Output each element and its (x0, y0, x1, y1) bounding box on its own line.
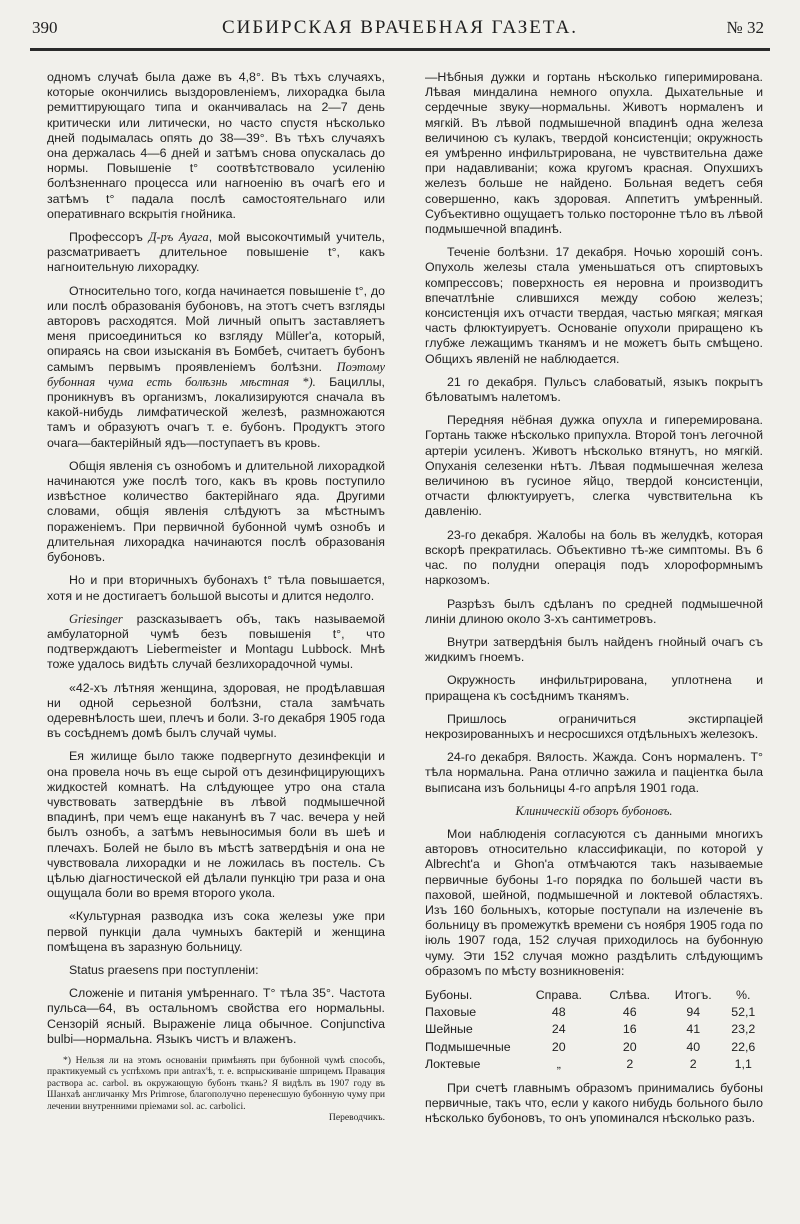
paragraph: 24-го декабря. Вялость. Жажда. Сонъ нормаленъ. T° тѣла нормальна. Рана отлично зажила и паціентка была выписана изъ больницы 4-го апрѣля 1901 года. (425, 750, 763, 795)
table-cell: 40 (686, 1039, 701, 1054)
paragraph: Разрѣзъ былъ сдѣланъ по средней подмышечной линіи длиною около 3-хъ сантиметровъ. (425, 596, 763, 626)
column-header: %. (736, 987, 751, 1002)
paragraph: Status praesens при поступленіи: (69, 962, 259, 977)
paragraph: 23-го декабря. Жалобы на боль въ желудкѣ, которая вскорѣ прекратилась. Объективно тѣ-же симптомы. Въ 6 час. по полудни операція подъ хлороформнымъ наркозомъ. (425, 527, 763, 588)
table-cell: Подмышечные (425, 1039, 511, 1054)
table-cell: 48 (551, 1005, 566, 1020)
column-header: Слѣва. (609, 987, 651, 1002)
text-run: разсказываетъ объ, такъ называемой амбулаторной чумѣ безъ повышенія t°, что подтверждаютъ Liebermeister и Montagu Lubbock. Мнѣ тоже удалось видѣть случай безлихорадочной чумы. (47, 611, 385, 672)
page-header (30, 14, 770, 51)
paragraph: Внутри затвердѣнія былъ найденъ гнойный очагъ съ жидкимъ гноемъ. (425, 634, 763, 665)
table-cell: 2 (689, 1056, 697, 1071)
table-row (425, 1004, 763, 1021)
paragraph: —Нѣбныя дужки и гортань нѣсколько гиперимирована. Лѣвая миндалина немного опухла. Дыхательные и сердечные звуку—нормальны. Животъ нормаленъ и мягкій. Въ лѣвой подмышечной впадинѣ одна железа величиною съ кулакъ, твердой консистенціи; окружность ея умѣренно инфильтрирована, не чувствительна даже при надавливаніи; кожа кругомъ красная. Опухшихъ железъ больше не найдено. Больная ведетъ себя совершенно, какъ здоровая. Аппетитъ умѣренный. Субъективно ощущаетъ только посторонне тѣло въ лѣвой подмышечной впадинѣ. (425, 70, 763, 237)
paragraph: «Культурная разводка изъ сока железы уже при первой пункціи дала чумныхъ бактерій и женщина помѣщена въ заразную больницу. (47, 909, 385, 954)
left-column (47, 70, 385, 1124)
paragraph: Но и при вторичныхъ бубонахъ t° тѣла повышается, хотя и не достигаетъ большой высоты и длится недолго. (47, 573, 385, 603)
table-row (425, 1056, 763, 1073)
column-header: Справа. (535, 987, 582, 1002)
column-header: Итогъ. (674, 987, 712, 1002)
paragraph (47, 230, 385, 276)
journal-title: СИБИРСКАЯ ВРАЧЕБНАЯ ГАЗЕТА. (221, 17, 579, 38)
table-cell: 24 (551, 1022, 566, 1037)
emphasis-text: Поэтому бубонная чума есть болѣзнь мѣстная *). (47, 359, 385, 389)
paragraph: Пришлось ограничиться экстирпаціей некрозированныхъ и несросшихся отдѣльныхъ железокъ. (425, 711, 763, 741)
table-cell: 2 (626, 1056, 634, 1071)
table-cell: Локтевые (425, 1056, 481, 1071)
table-cell: 52,1 (731, 1005, 756, 1020)
footnote (47, 1055, 385, 1124)
footnote-signature: Переводчикъ. (328, 1112, 385, 1124)
table-cell: 22,6 (731, 1039, 756, 1054)
paragraph: Передняя нёбная дужка опухла и гиперемирована. Гортань также нѣсколько припухла. Второй тонъ легочной артеріи усиленъ. Животъ нѣсколько втянутъ, но мягкій. Опуханія селезенки нѣтъ. Лѣвая подмышечная железа величиною въ гусиное яйцо, твердой консистенціи, отчасти флюктуируетъ, слегка чувствительна къ давленію. (425, 413, 763, 519)
table-cell: Шейные (425, 1022, 473, 1037)
paragraph: При счетѣ главнымъ образомъ принимались бубоны первичные, такъ что, если у какого нибудь больного было нѣсколько бубоновъ, то онъ упоминался нѣсколько разъ. (425, 1080, 763, 1126)
table-cell: 23,2 (731, 1022, 756, 1037)
table-cell: 20 (622, 1039, 637, 1054)
issue-number: № 32 (726, 18, 764, 37)
table-cell: 16 (622, 1022, 637, 1037)
table-cell: „ (556, 1056, 561, 1071)
footnote-text: *) Нельзя ли на этомъ основаніи примѣнять при бубонной чумѣ способъ, практикуемый съ успѣхомъ при antrax'ѣ, т. е. вспрыскиваніе шприцемъ Правация растворa ac. carbol. въ окружающую бубонъ ткань? Я видѣлъ въ 1907 году въ Шанхаѣ англичанку Mrs Primrose, благополучно перенесшую бубонную чуму при лечении внутренними пріемами sol. ac. carbolici. (47, 1054, 385, 1112)
paragraph (47, 284, 385, 451)
table-cell: 41 (686, 1022, 701, 1037)
table-cell: 46 (622, 1005, 637, 1020)
text-run: Профессоръ (69, 230, 149, 245)
author-name: Griesinger (69, 611, 123, 626)
table-cell: 94 (686, 1005, 701, 1020)
paragraph: 21 го декабря. Пульсъ слабоватый, языкъ покрытъ бѣловатымъ налетомъ. (425, 374, 763, 405)
paragraph: Теченіе болѣзни. 17 декабря. Ночью хорошій сонъ. Опухоль железы стала уменьшаться отъ спиртовыхъ компрессовъ; поверхность ея неровна и производитъ впечатлѣніе слившихся между собою железъ; консистенція ихъ отчасти твердая, частью мягкая; мягкая часть флюктуируетъ. Основаніе опухоли приращено къ глубже лежащимъ тканямъ и не можетъ быть смѣщено. Общихъ явленій не наблюдается. (425, 245, 763, 366)
right-column (425, 70, 763, 1135)
paragraph: одномъ случаѣ была даже въ 4,8°. Въ тѣхъ случаяхъ, которые окончились выздоровленіемъ, лихорадка была ремиттирующаго типа и оканчивалась на 2—7 день критически или литически, но часто спустя нѣсколько дней подымалась опять до 38—39°. Въ тѣхъ случаяхъ она держалась 4—6 дней и затѣмъ снова опускалась до нормы. Повышеніе t° соотвѣтствовало усиленію болѣзненнаго процесса или нагноенію въ очагѣ его и затѣмъ t° падала послѣ самостоятельнаго или оперативнаго вскрытія гнойника. (47, 70, 385, 221)
paragraph: «42-хъ лѣтняя женщина, здоровая, не продѣлавшая ни одной серьезной болѣзни, стала замѣчать одеревнѣлость шеи, плечъ и боли. 3-го декабря 1905 года въ сосѣднемъ домѣ былъ случай чумы. (47, 680, 385, 741)
bubo-statistics-table (425, 987, 763, 1073)
section-heading: Клиническій обзоръ бубоновъ. (515, 803, 673, 818)
paragraph: Ея жилище было также подвергнуто дезинфекціи и она провела ночь въ еще сырой отъ дезинфицирующихъ жидкостей комнатѣ. На слѣдующее утро она стала чувствовать затвердѣніе въ лѣвой подмышечной впадинѣ, при чемъ еще наканунѣ въ 7 час. вечера у ней былъ ознобъ, а затѣмъ невыносимыя боли въ шеѣ и плечахъ. Болей не было въ мѣстѣ затвердѣнія и она не чувствовала лихорадки и не ложилась въ постель. Съ цѣлью діагностической ей дѣлали пункцію три раза и она ощущала боли во время второго укола. (47, 749, 385, 901)
table-row (425, 1021, 763, 1038)
table-header-row (425, 987, 763, 1004)
table-row (425, 1039, 763, 1056)
column-header: Бубоны. (425, 987, 473, 1002)
table-cell: Паховые (425, 1005, 477, 1020)
table-cell: 1,1 (734, 1056, 752, 1071)
paragraph: Общія явленія съ ознобомъ и длительной лихорадкой начинаются уже послѣ того, какъ въ кровь поступило извѣстное количество бактерійнаго яда. Другими словами, общія явленія слѣдуютъ за мѣстнымъ пораженіемъ. При первичной бубонной чумѣ ознобъ и длительная лихорадка начинаются послѣ образованія бубоновъ. (47, 458, 385, 565)
text-run: Бациллы, проникнувъ въ организмъ, локализируются сначала въ какой-нибудь лимфатической железѣ, размножаются тамъ и образуютъ очагъ т. е. бубонъ. Продуктъ этого очага—бактерійный ядъ—поступаетъ въ кровь. (47, 374, 385, 450)
paragraph: Окружность инфильтрирована, уплотнена и приращена къ сосѣднимъ тканямъ. (425, 673, 763, 703)
text-run: Относительно того, когда начинается повышеніе t°, до или послѣ образованія бубоновъ, на этотъ счетъ взгляды авторовъ расходятся. Мой личный опытъ заставляетъ меня присоединиться ко взгляду Müller'а, который, опираясь на свои изысканія въ Бомбеѣ, считаетъ бубонъ самымъ первымъ проявленіемъ болѣзни. (47, 283, 385, 374)
author-name: Д-ръ Ауага (148, 230, 209, 245)
table-cell: 20 (551, 1039, 566, 1054)
paragraph: Мои наблюденія согласуются съ данными многихъ авторовъ относительно классификаціи, по которой у Albrecht'а и Ghon'а отмѣчаются такъ называемые первичные бубоны 1-го порядка по большей части въ паховой, шейной, подмышечной и локтевой областяхъ. Изъ 160 больныхъ, которые поступали на излеченіе въ больницу въ промежуткѣ времени съ ноября 1905 года по іюль 1907 года, 152 случая приходилось на бубонную чуму. Эти 152 случая можно раздѣлить слѣдующимъ образомъ по мѣсту возникновенія: (425, 826, 763, 978)
paragraph: Сложеніе и питанія умѣреннаго. T° тѣла 35°. Частота пульса—64, въ остальномъ свойства его нормальны. Сензорій ясный. Выраженіе лица обычное. Conjunctiva bulbi—нормальна. Языкъ чистъ и влаженъ. (47, 986, 385, 1046)
page-number: 390 (32, 18, 58, 37)
paragraph (47, 612, 385, 673)
text-run: , мой высокочтимый учитель, разсматриваетъ длительное повышеніе t°, какъ нагноительную лихорадку. (47, 230, 385, 275)
